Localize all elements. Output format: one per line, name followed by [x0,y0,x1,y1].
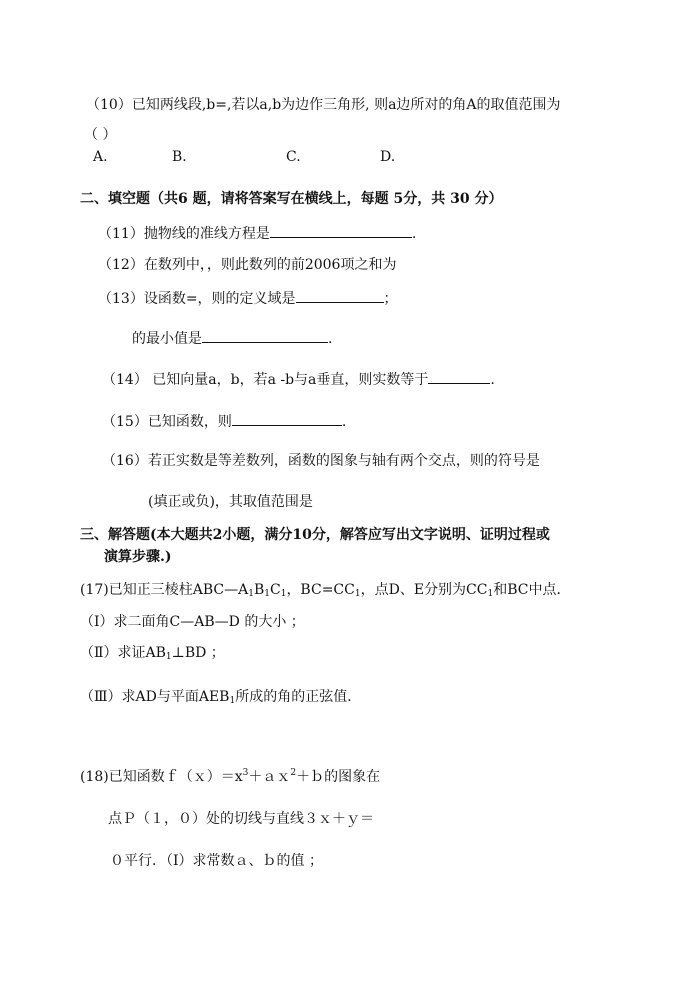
question-18-line1: (18)已知函数$f(x)=x^3+ax^2+b$的图象在 [80,768,381,785]
question-15-end: . [341,414,347,430]
question-10-text: （10）已知两线段,b=,若以a,b为边作三角形, 则a边所对的角A的取值范围为 [86,97,561,113]
section-2-heading: 二、填空题（共6 题，请将答案写在横线上，每题 5分，共 30 分） [80,191,503,207]
question-11-text: （11）抛物线的准线方程是 [98,226,270,242]
option-a: A. [93,149,108,165]
question-11 [98,223,416,243]
answer-blank-13a [296,288,384,303]
answer-blank-13b [202,328,328,343]
question-17-text: (17)已知正三棱柱$ABC—A_1B_1C_1$，$BC=CC_1$，点D、E分别为$CC_1$和BC中点． [80,582,571,599]
question-13 [98,288,398,308]
question-17-part-3: （Ⅲ）求AD与平面$AEB_1$所成的角的正弦值． [80,689,362,706]
question-13-line2-text: 的最小值是 [132,331,202,347]
answer-blank-15 [232,411,342,426]
question-18-line3: ０平行．（Ⅰ）求常数ａ、ｂ的值 ； [110,853,323,869]
question-13-text: （13）设函数=，则的定义域是 [98,291,296,307]
question-16-line2: (填正或负)，其取值范围是 [148,494,313,510]
question-13-line2-end: . [328,331,333,347]
question-14-end: . [490,372,495,388]
option-c: C. [286,149,301,165]
answer-blank-14 [428,369,490,384]
question-15-text: （15）已知函数，则 [102,414,232,430]
answer-blank-11 [270,223,412,238]
question-10-paren: （ ） [84,127,117,143]
question-12-text: （12）在数列中，，则此数列的前2006项之和为 [98,257,397,273]
question-14-text: （14） 已知向量a，b，若a -b与a垂直，则实数等于 [102,372,429,388]
section-3-heading: 三、解答题(本大题共2小题，满分10分，解答应写出文字说明、证明过程或 [80,527,550,543]
question-11-end: . [411,226,417,242]
question-13-end: ； [383,291,398,307]
question-17-part-2: （Ⅱ）求证$AB_1\perp BD$ ； [80,645,225,662]
question-16-text: （16）若正实数是等差数列，函数的图象与轴有两个交点，则的符号是 [102,453,540,469]
question-13-line2 [132,328,332,348]
question-17-part-1: （Ⅰ）求二面角C—AB—D 的大小 ； [80,614,305,630]
question-15 [102,411,346,431]
question-18-line2: 点Ｐ（１，０）处的切线与直线３ｘ＋ｙ＝ [108,811,374,827]
option-d: D. [380,149,396,165]
question-14 [102,369,495,389]
option-b: B． [172,149,197,165]
section-3-heading-cont: 演算步骤.) [104,549,172,565]
